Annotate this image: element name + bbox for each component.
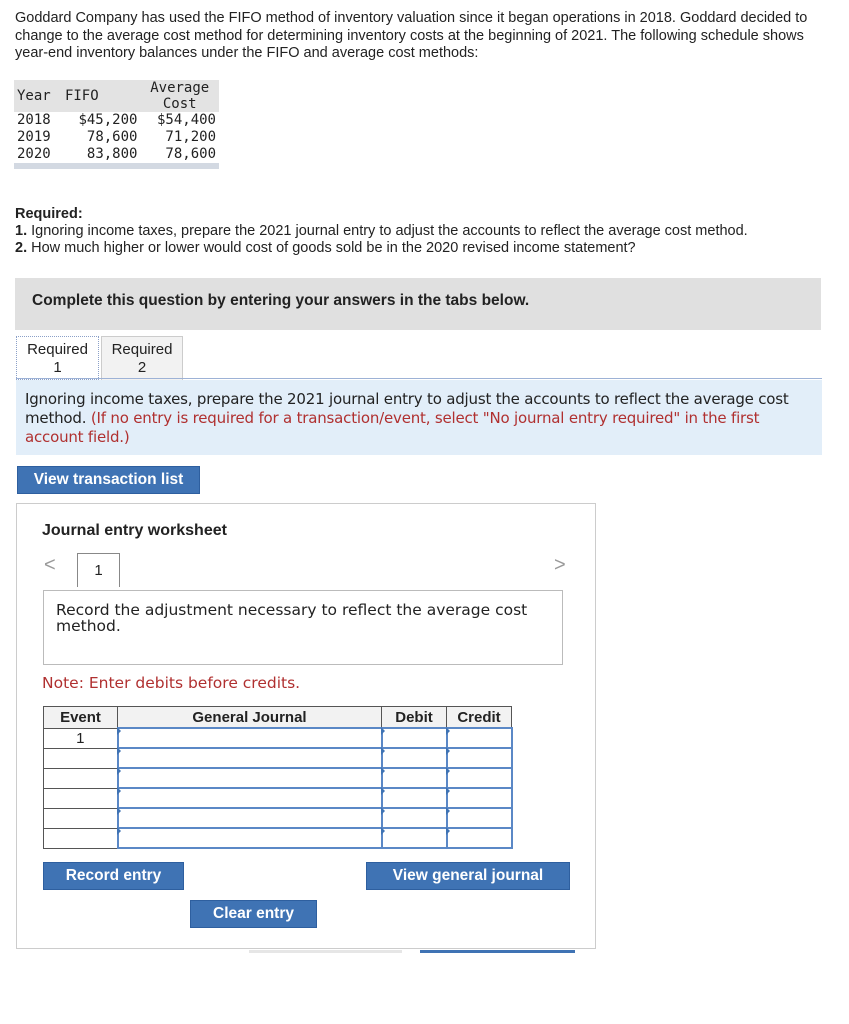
required-label: Required: [15, 206, 83, 222]
account-input[interactable] [118, 828, 382, 848]
credit-input[interactable] [447, 808, 512, 828]
required-section: Required: 1. Ignoring income taxes, prepare the 2021 journal entry to adjust the accounts to reflect the average cost method. 2. How much higher or lower would cost of goods sold be in the 2020 revised income statement? [15, 206, 748, 256]
credit-input[interactable] [447, 728, 512, 748]
credit-input[interactable] [447, 828, 512, 848]
table-row [44, 728, 512, 748]
table-row [44, 808, 512, 828]
view-general-journal-button[interactable]: View general journal [366, 862, 570, 890]
entry-description: Record the adjustment necessary to reflect the average cost method. [43, 590, 563, 665]
credit-input[interactable] [447, 788, 512, 808]
tab-required-1[interactable]: Required 1 [16, 336, 99, 380]
required-q1: Ignoring income taxes, prepare the 2021 journal entry to adjust the accounts to reflect the average cost method. [31, 223, 748, 239]
entry-number-tab[interactable]: 1 [77, 553, 120, 587]
debit-input[interactable] [382, 768, 447, 788]
table-row [44, 788, 512, 808]
debit-input[interactable] [382, 728, 447, 748]
table-row [44, 828, 512, 848]
event-cell [44, 828, 118, 848]
view-transaction-list-button[interactable]: View transaction list [17, 466, 200, 494]
chevron-left-icon[interactable]: < [44, 554, 56, 576]
problem-intro: Goddard Company has used the FIFO method of inventory valuation since it began operations in 2018. Goddard decided to change to the average cost method for determining inventory costs at the beginning of 2021. The following schedule shows year-end inventory balances under the FIFO and average cost methods: [15, 10, 808, 61]
event-cell [44, 788, 118, 808]
event-cell [44, 768, 118, 788]
table-row [44, 768, 512, 788]
col-general-journal: General Journal [118, 707, 382, 729]
clear-entry-button[interactable]: Clear entry [190, 900, 317, 928]
inventory-schedule [14, 80, 219, 169]
schedule-row: 2019 78,600 71,200 [17, 129, 216, 145]
prompt-note: (If no entry is required for a transaction/event, select "No journal entry required" in the first account field.) [25, 409, 760, 446]
tab-prompt: Ignoring income taxes, prepare the 2021 journal entry to adjust the accounts to reflect the average cost method. (If no entry is required for a transaction/event, select "No journal entry required" in the first account field.) [16, 380, 822, 455]
worksheet-title: Journal entry worksheet [42, 522, 227, 539]
credit-input[interactable] [447, 748, 512, 768]
col-average-cost: Average Cost [140, 80, 219, 112]
col-event: Event [44, 707, 118, 729]
credit-input[interactable] [447, 768, 512, 788]
entry-note: Note: Enter debits before credits. [42, 674, 301, 692]
chevron-right-icon[interactable]: > [554, 554, 566, 576]
account-input[interactable] [118, 748, 382, 768]
col-debit: Debit [382, 707, 447, 729]
schedule-row: 2018 $45,200 $54,400 [17, 112, 216, 128]
tab-required-2[interactable]: Required 2 [101, 336, 183, 380]
event-cell: 1 [44, 728, 118, 748]
journal-table [43, 706, 513, 849]
debit-input[interactable] [382, 808, 447, 828]
debit-input[interactable] [382, 748, 447, 768]
col-credit: Credit [447, 707, 512, 729]
schedule-row: 2020 83,800 78,600 [17, 146, 216, 162]
table-row [44, 748, 512, 768]
account-input[interactable] [118, 808, 382, 828]
debit-input[interactable] [382, 788, 447, 808]
record-entry-button[interactable]: Record entry [43, 862, 184, 890]
col-year: Year [14, 80, 62, 112]
complete-banner: Complete this question by entering your answers in the tabs below. [15, 278, 821, 330]
event-cell [44, 748, 118, 768]
col-fifo: FIFO [62, 80, 141, 112]
required-q2: How much higher or lower would cost of goods sold be in the 2020 revised income statement? [31, 240, 636, 256]
event-cell [44, 808, 118, 828]
debit-input[interactable] [382, 828, 447, 848]
account-input[interactable] [118, 788, 382, 808]
account-input[interactable] [118, 768, 382, 788]
account-input[interactable] [118, 728, 382, 748]
